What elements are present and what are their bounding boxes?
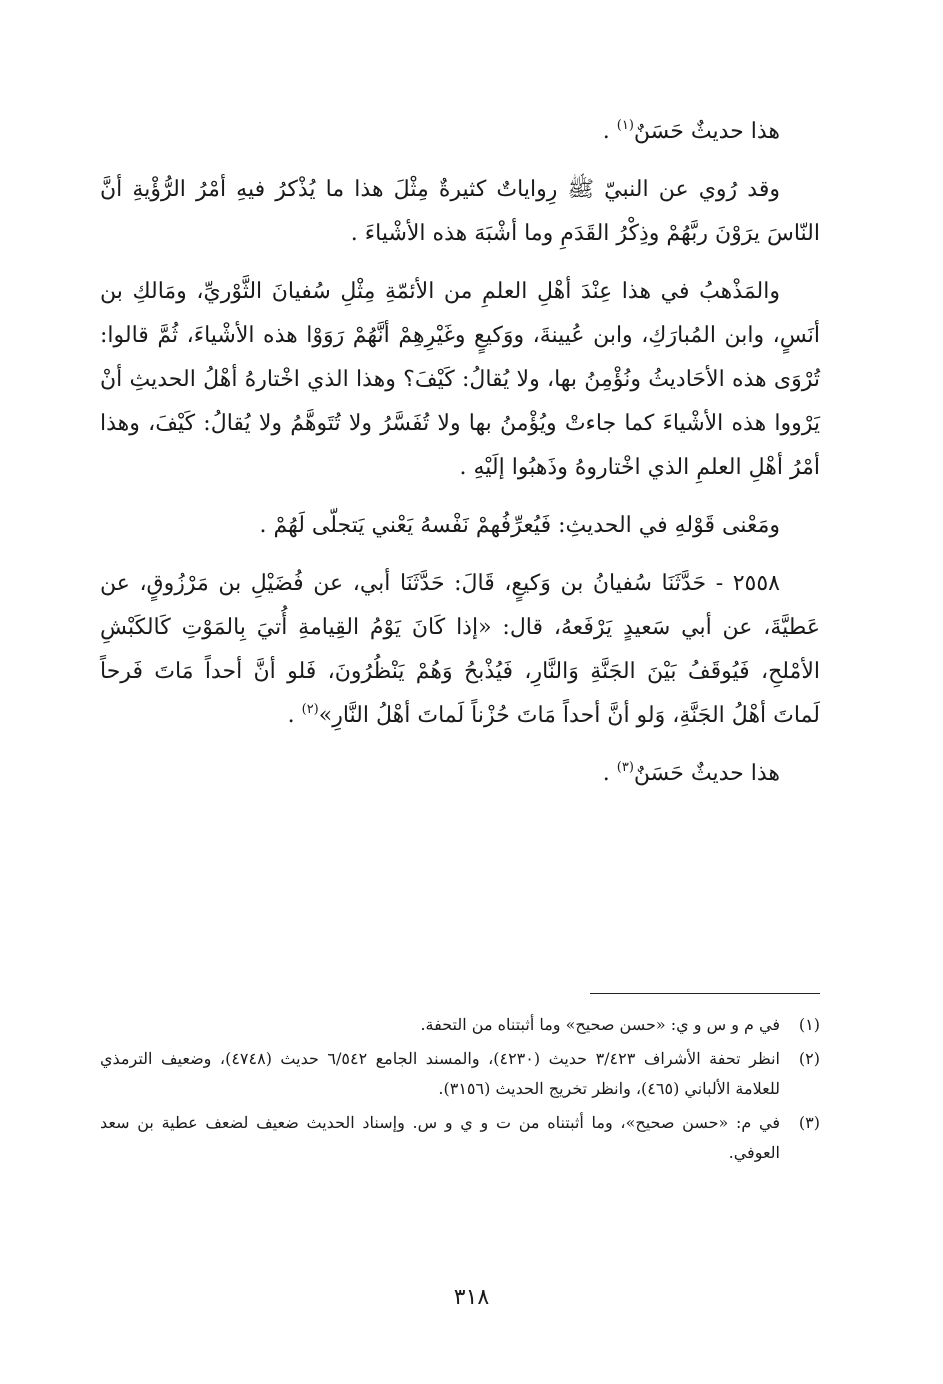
page-number: ٣١٨ (453, 1285, 490, 1310)
footnote-ref-3[interactable]: (٣) (616, 760, 634, 775)
footnote-text: في م و س و ي: «حسن صحيح» وما أثبتناه من التحفة. (420, 1015, 780, 1034)
verdict-text-1: هذا حديثٌ حَسَنٌ (633, 119, 780, 144)
footnote-3 (100, 1108, 820, 1168)
verdict-line-2 (100, 752, 820, 796)
hadith-2558-text: ٢٥٥٨ - حَدَّثَنَا سُفيانُ بن وَكيعٍ، قَالَ: حَدَّثَنَا أبي، عن فُضَيْلِ بن مَرْزُوقٍ، عن عَطيَّةَ، عن أبي سَعيدٍ يَرْفَعهُ، قال: «إذا كَانَ يَوْمُ القِيامةِ أُتيَ بِالمَوْتِ كَالكَبْشِ الأمْلحِ، فَيُوقَفُ بَيْنَ الجَنَّةِ وَالنَّارِ، فَيُذْبحُ وَهُمْ يَنْظُرُونَ، فَلو أنَّ أحداً مَاتَ فَرحاً لَماتَ أهْلُ الجَنَّةِ، وَلو أنَّ أحداً مَاتَ حُزْناً لَماتَ أهْلُ النَّارِ» (100, 571, 820, 728)
paragraph-madhhab: والمَذْهبُ في هذا عِنْدَ أهْلِ العلمِ من الأئمّةِ مِثْلِ سُفيانَ الثَّوْريِّ، ومَالكِ بن أنَسٍ، وابن المُبارَكِ، وابن عُيينةَ، ووَكيعٍ وغَيْرِهِمْ أنَّهُمْ رَوَوْا هذه الأشْياءَ، ثُمَّ قالوا: تُرْوَى هذه الأحَاديثُ ونُؤْمِنُ بها، ولا يُقالُ: كَيْفَ؟ وهذا الذي اخْتارهُ أهْلُ الحديثِ أنْ يَرْووا هذه الأشْياءَ كما جاءتْ ويُؤْمنُ بها ولا تُفَسَّرُ ولا تُتَوهَّمُ ولا يُقالُ: كَيْفَ، وهذا أمْرُ أهْلِ العلمِ الذي اخْتاروهُ وذَهبُوا إلَيْهِ . (100, 279, 820, 480)
verdict-text-2: هذا حديثٌ حَسَنٌ (633, 761, 780, 786)
verdict-line-1 (100, 110, 820, 154)
footnote-text: انظر تحفة الأشراف ٣/٤٢٣ حديث (٤٢٣٠)، والمسند الجامع ٦/٥٤٢ حديث (٤٧٤٨)، وضعيف الترمذي للعلامة الألباني (٤٦٥)، وانظر تخريج الحديث (٣١٥٦). (100, 1049, 780, 1098)
main-text (100, 110, 820, 810)
footnote-2 (100, 1044, 820, 1104)
paragraph-ruyah: وقد رُوي عن النبيّ ﷺ رِواياتٌ كثيرةٌ مِثْلَ هذا ما يُذْكرُ فيهِ أمْرُ الرُّؤْيةِ أنَّ النّاسَ يرَوْنَ ربَّهُمْ وذِكْرُ القَدَمِ وما أشْبَهَ هذه الأشْياءَ . (100, 177, 820, 246)
verdict-end-1: . (602, 119, 617, 144)
footnote-ref-1[interactable]: (١) (616, 118, 634, 133)
hadith-2558-end: . (287, 703, 302, 728)
footnote-number: (٣) (798, 1113, 820, 1132)
hadith-2558 (100, 562, 820, 738)
footnote-number: (١) (798, 1015, 820, 1034)
footnote-separator (590, 993, 820, 994)
footnote-ref-2[interactable]: (٢) (301, 702, 319, 717)
footnote-1 (100, 1010, 820, 1040)
footnote-number: (٢) (798, 1049, 820, 1068)
footnote-text: في م: «حسن صحيح»، وما أثبتناه من ت و ي و س. وإسناد الحديث ضعيف لضعف عطية بن سعد العوفي. (100, 1113, 780, 1162)
verdict-end-2: . (602, 761, 617, 786)
paragraph-meaning: ومَعْنى قَوْلهِ في الحديثِ: فَيُعرِّفُهمْ نَفْسهُ يَعْني يَتجلّى لَهُمْ . (259, 513, 780, 538)
footnotes (100, 1010, 820, 1172)
